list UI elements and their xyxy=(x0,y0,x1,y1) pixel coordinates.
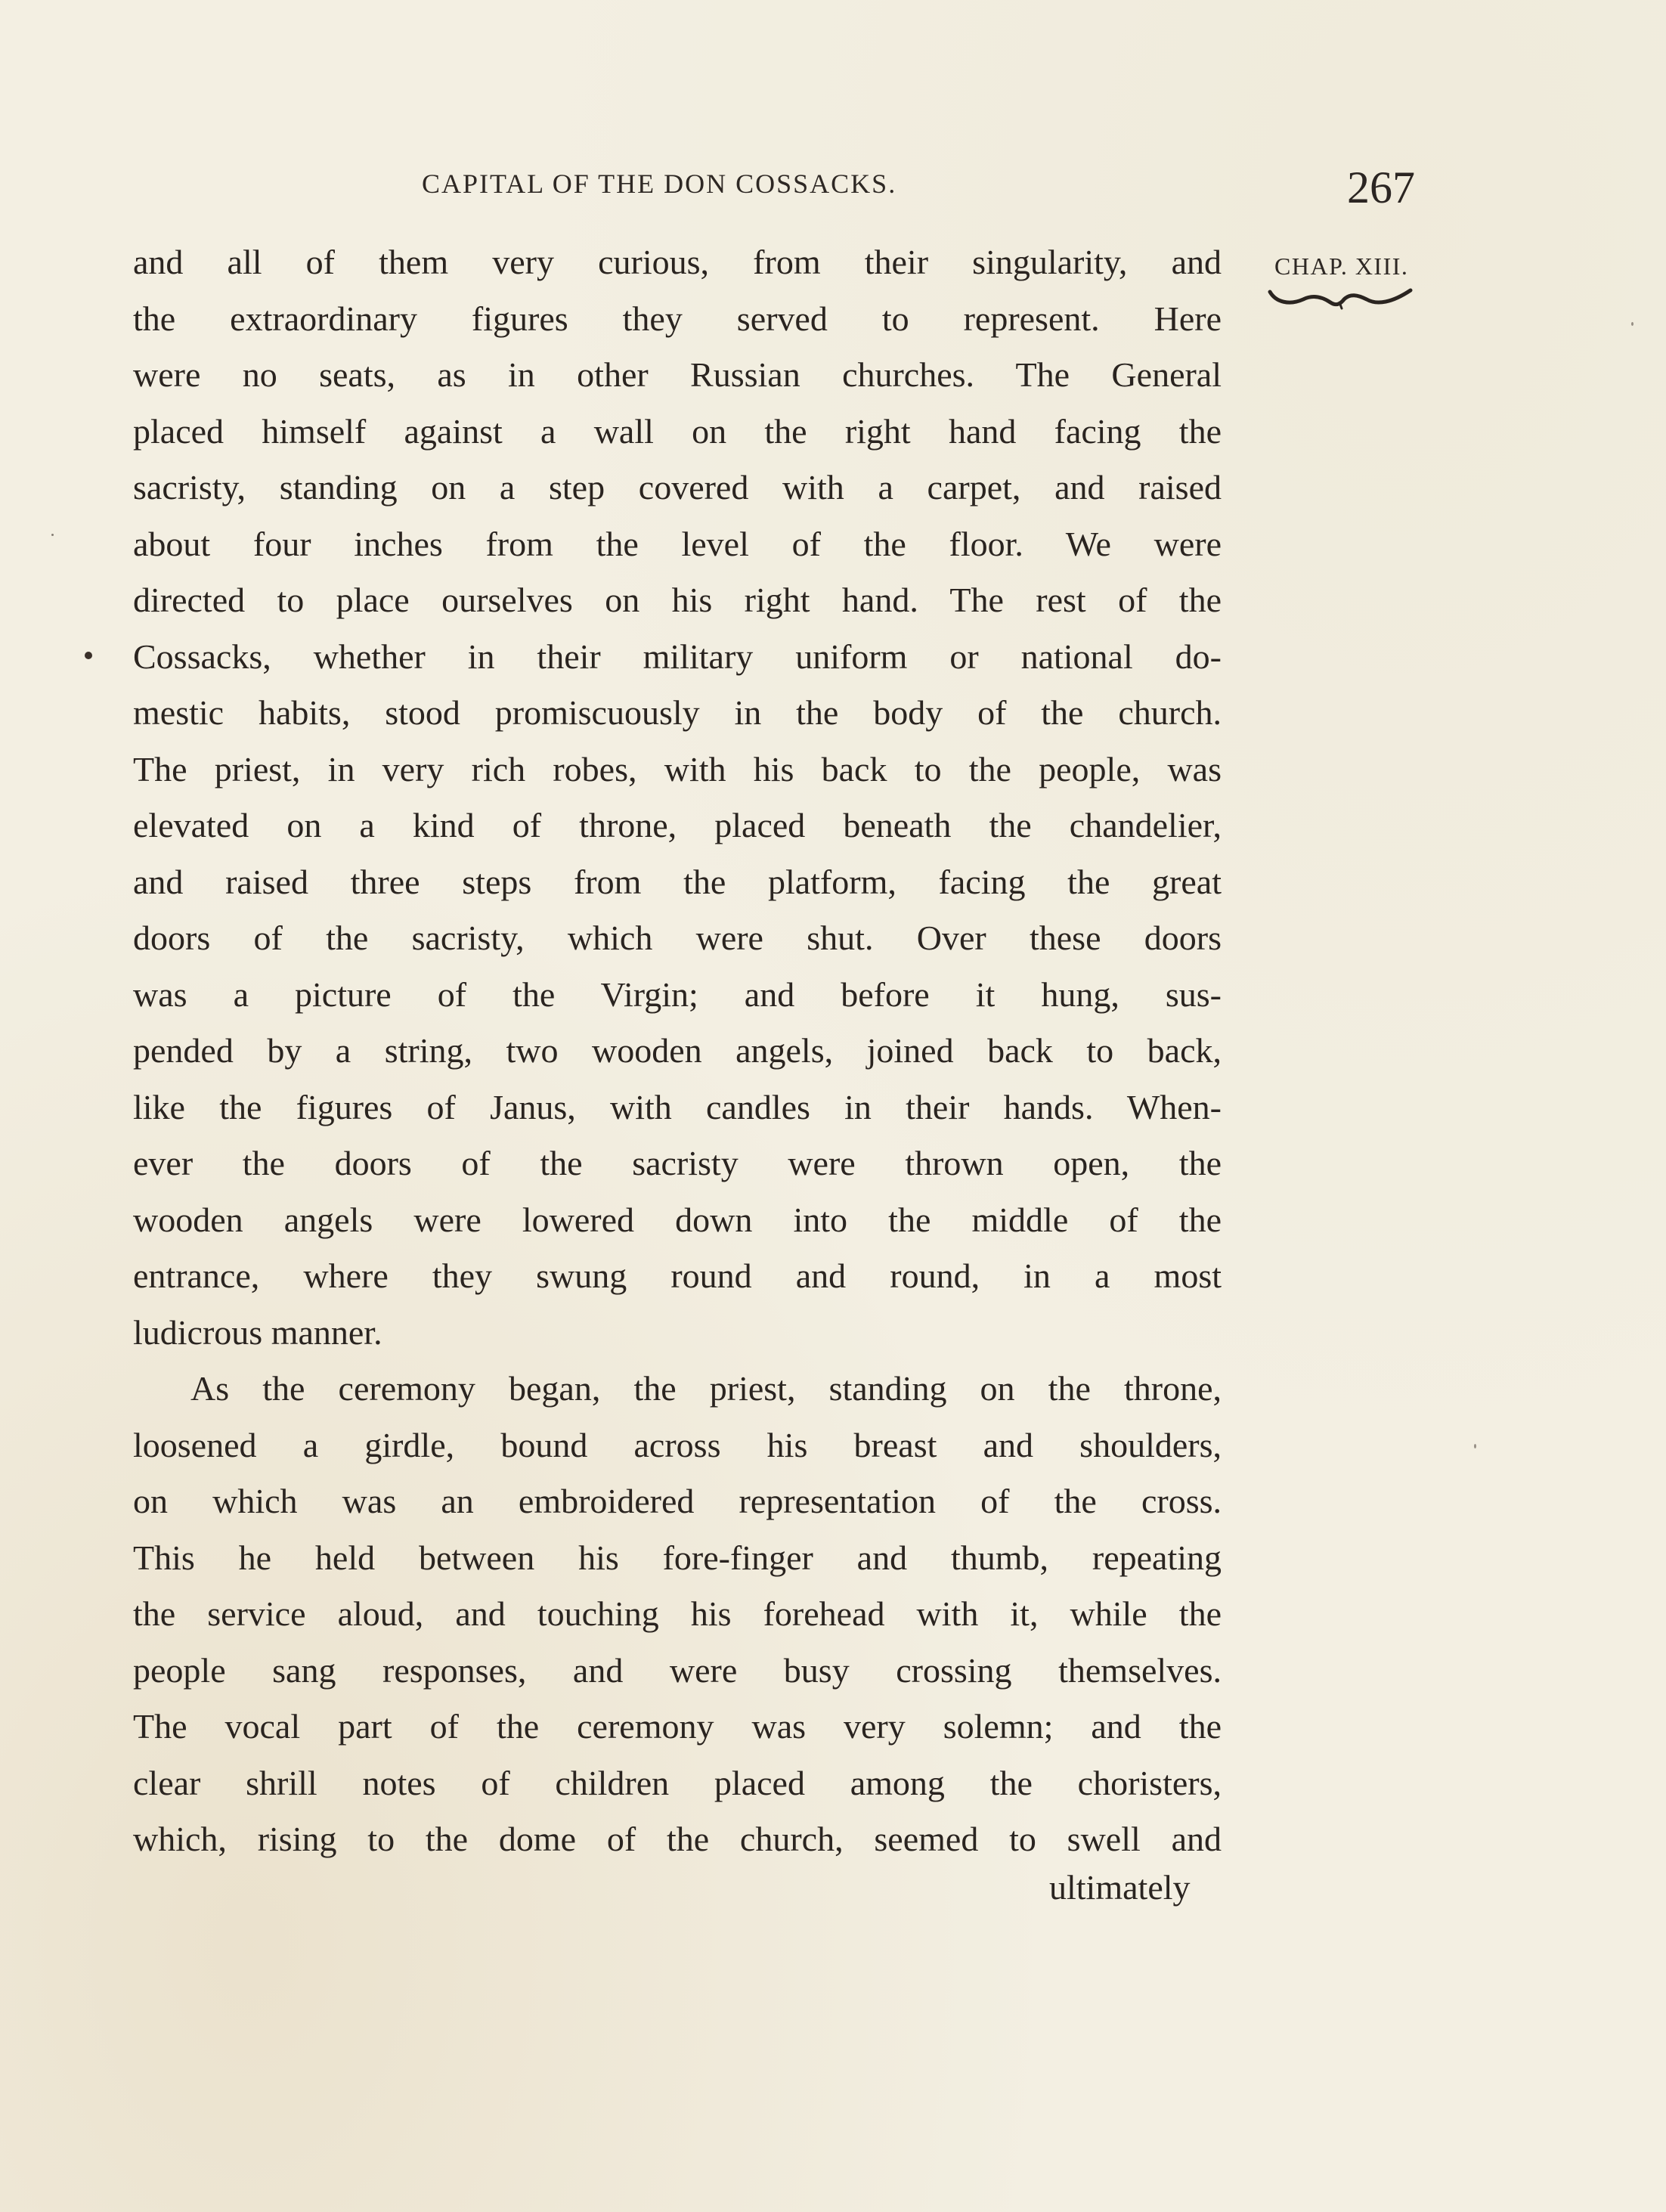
text-line: like the figures of Janus, with candles in their hands. When- xyxy=(133,1087,1222,1126)
text-line: people sang responses, and were busy crossing themselves. xyxy=(133,1650,1222,1690)
catchword: ultimately xyxy=(1049,1868,1191,1907)
text-line: Cossacks, whether in their military uniform or national do- xyxy=(133,637,1222,676)
text-line: The priest, in very rich robes, with his back to the people, was xyxy=(133,749,1222,788)
page-number: 267 xyxy=(1347,163,1415,212)
text-line: elevated on a kind of throne, placed beneath the chandelier, xyxy=(133,806,1222,844)
text-line: and raised three steps from the platform, facing the great xyxy=(133,862,1222,901)
text-line: wooden angels were lowered down into the middle of the xyxy=(133,1200,1222,1239)
text-line: on which was an embroidered representation of the cross. xyxy=(133,1482,1222,1520)
margin-speck xyxy=(1474,1444,1476,1448)
text-line: clear shrill notes of children placed among the choristers, xyxy=(133,1763,1222,1802)
text-line: were no seats, as in other Russian churches. The General xyxy=(133,355,1222,394)
text-line: sacristy, standing on a step covered with a carpet, and raised xyxy=(133,468,1222,507)
running-title: CAPITAL OF THE DON COSSACKS. xyxy=(422,169,897,199)
text-line: entrance, where they swung round and round, in a most xyxy=(133,1256,1222,1295)
text-line: ludicrous manner. xyxy=(133,1312,382,1352)
text-line: ever the doors of the sacristy were thrown open, the xyxy=(133,1144,1222,1182)
chapter-flourish-ornament xyxy=(1267,286,1415,313)
text-line: pended by a string, two wooden angels, joined back to back, xyxy=(133,1031,1222,1070)
body-text xyxy=(133,234,1222,1868)
text-line: about four inches from the level of the floor. We were xyxy=(133,524,1222,563)
text-line: the extraordinary figures they served to represent. Here xyxy=(133,299,1222,338)
text-line: The vocal part of the ceremony was very solemn; and the xyxy=(133,1707,1222,1746)
text-line: directed to place ourselves on his right hand. The rest of the xyxy=(133,581,1222,619)
text-line: doors of the sacristy, which were shut. Over these doors xyxy=(133,919,1222,957)
margin-speck xyxy=(1631,322,1633,326)
text-line: This he held between his fore-finger and thumb, repeating xyxy=(133,1538,1222,1577)
text-line: which, rising to the dome of the church, seemed to swell and xyxy=(133,1820,1222,1858)
text-line: was a picture of the Virgin; and before it hung, sus- xyxy=(133,974,1222,1014)
text-line: As the ceremony began, the priest, standing on the throne, xyxy=(190,1369,1222,1408)
text-line: mestic habits, stood promiscuously in the body of the church. xyxy=(133,693,1222,732)
chapter-label: CHAP. XIII. xyxy=(1274,252,1409,280)
text-line: and all of them very curious, from their singularity, and xyxy=(133,243,1222,281)
text-line: loosened a girdle, bound across his breast and shoulders, xyxy=(133,1425,1222,1464)
margin-speck xyxy=(85,652,92,659)
text-line: the service aloud, and touching his forehead with it, while the xyxy=(133,1594,1222,1633)
margin-speck xyxy=(51,534,54,536)
text-line: placed himself against a wall on the right hand facing the xyxy=(133,411,1222,451)
